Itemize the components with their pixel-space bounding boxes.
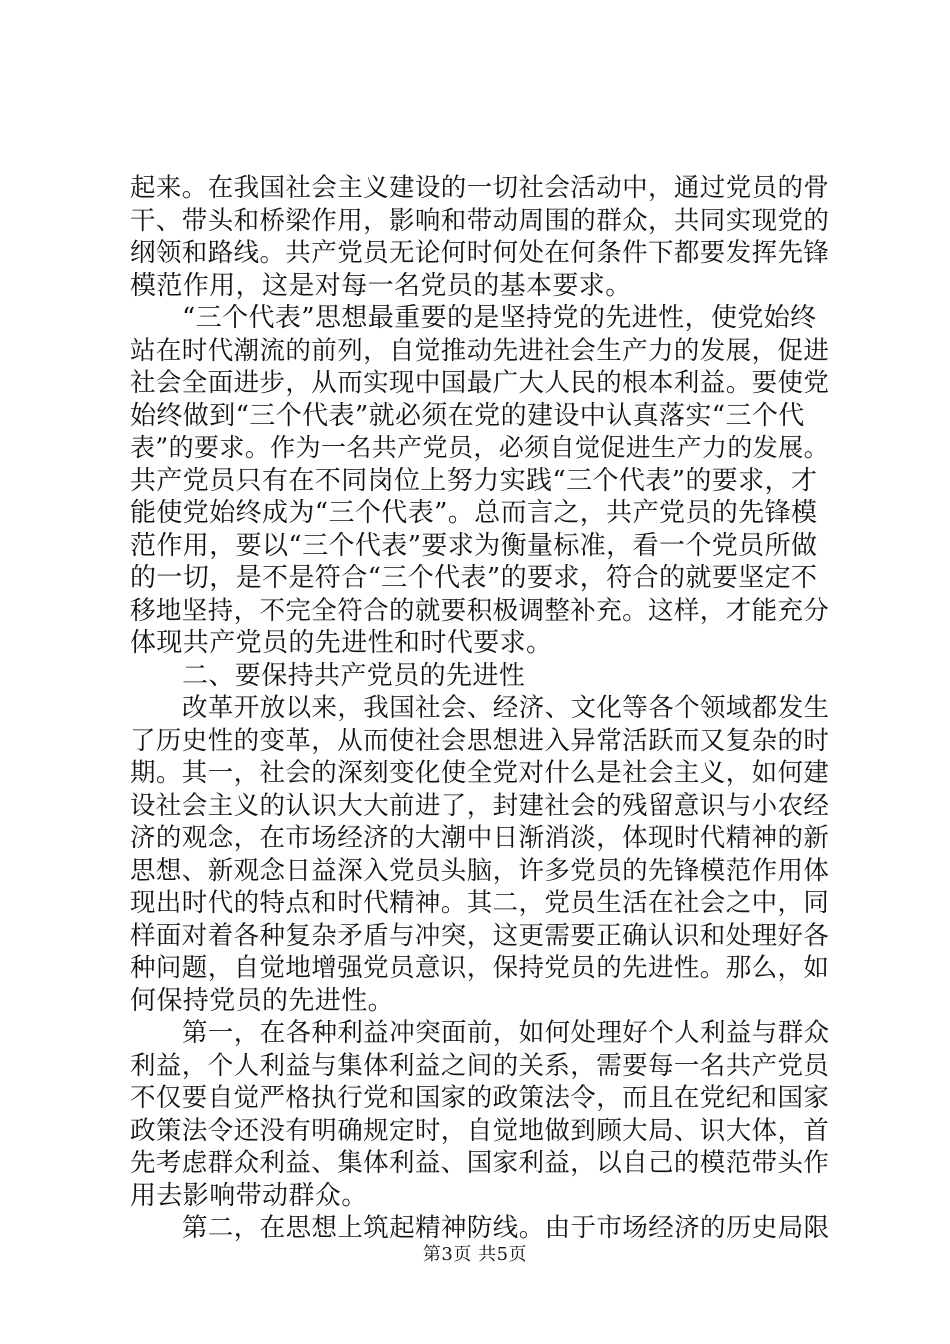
text-line: 体现共产党员的先进性和时代要求。	[130, 628, 553, 658]
text-line: 样面对着各种复杂矛盾与冲突，这更需要正确认识和处理好各	[130, 920, 830, 951]
text-line: 不仅要自觉严格执行党和国家的政策法令，而且在党纪和国家	[130, 1083, 830, 1113]
text-line: 设社会主义的认识大大前进了，封建社会的残留意识与小农经	[130, 790, 830, 821]
text-line: 利益，个人利益与集体利益之间的关系，需要每一名共产党员	[130, 1050, 830, 1081]
text-line: 起来。在我国社会主义建设的一切社会活动中，通过党员的骨	[130, 173, 830, 203]
text-line: 第二，在思想上筑起精神防线。由于市场经济的历史局限	[182, 1213, 830, 1243]
page-footer: 第3页 共5页	[422, 1244, 528, 1265]
text-line: 共产党员只有在不同岗位上努力实践“三个代表”的要求，才	[130, 465, 818, 496]
text-line: 站在时代潮流的前列，自觉推动先进社会生产力的发展，促进	[130, 335, 830, 366]
text-line: 纲领和路线。共产党员无论何时何处在何条件下都要发挥先锋	[130, 238, 830, 268]
text-line: 先考虑群众利益、集体利益、国家利益，以自己的模范带头作	[130, 1148, 830, 1178]
text-line: 范作用，要以“三个代表”要求为衡量标准，看一个党员所做	[130, 530, 818, 561]
text-line: 能使党始终成为“三个代表”。总而言之，共产党员的先锋模	[130, 498, 818, 528]
text-line: 表”的要求。作为一名共产党员，必须自觉促进生产力的发展。	[130, 433, 829, 462]
text-line: 二、要保持共产党员的先进性	[182, 660, 526, 691]
text-line: 思想、新观念日益深入党员头脑，许多党员的先锋模范作用体	[130, 855, 830, 886]
text-line: 现出时代的特点和时代精神。其二，党员生活在社会之中，同	[130, 888, 830, 918]
text-line: 济的观念，在市场经济的大潮中日渐消淡，体现时代精神的新	[130, 823, 830, 853]
text-line: 何保持党员的先进性。	[130, 985, 395, 1016]
text-line: 模范作用，这是对每一名党员的基本要求。	[130, 270, 632, 301]
text-line: 干、带头和桥梁作用，影响和带动周围的群众，共同实现党的	[130, 205, 830, 236]
text-line: 政策法令还没有明确规定时，自觉地做到顾大局、识大体，首	[130, 1115, 830, 1146]
document-body	[130, 172, 835, 1245]
text-line: 移地坚持，不完全符合的就要积极调整补充。这样，才能充分	[130, 595, 830, 626]
text-line: 了历史性的变革，从而使社会思想进入异常活跃而又复杂的时	[130, 725, 830, 756]
text-line: 种问题，自觉地增强党员意识，保持党员的先进性。那么，如	[130, 953, 830, 983]
text-line: 始终做到“三个代表”就必须在党的建设中认真落实“三个代	[130, 400, 805, 431]
text-line: 期。其一，社会的深刻变化使全党对什么是社会主义，如何建	[130, 758, 830, 788]
text-line: 用去影响带动群众。	[130, 1180, 368, 1211]
text-line: 的一切，是不是符合“三个代表”的要求，符合的就要坚定不	[130, 563, 818, 593]
text-line: 第一，在各种利益冲突面前，如何处理好个人利益与群众	[182, 1018, 830, 1048]
text-line: 改革开放以来，我国社会、经济、文化等各个领域都发生	[182, 693, 830, 723]
text-line: 社会全面进步，从而实现中国最广大人民的根本利益。要使党	[130, 368, 830, 398]
text-line: “三个代表”思想最重要的是坚持党的先进性，使党始终	[182, 303, 817, 333]
